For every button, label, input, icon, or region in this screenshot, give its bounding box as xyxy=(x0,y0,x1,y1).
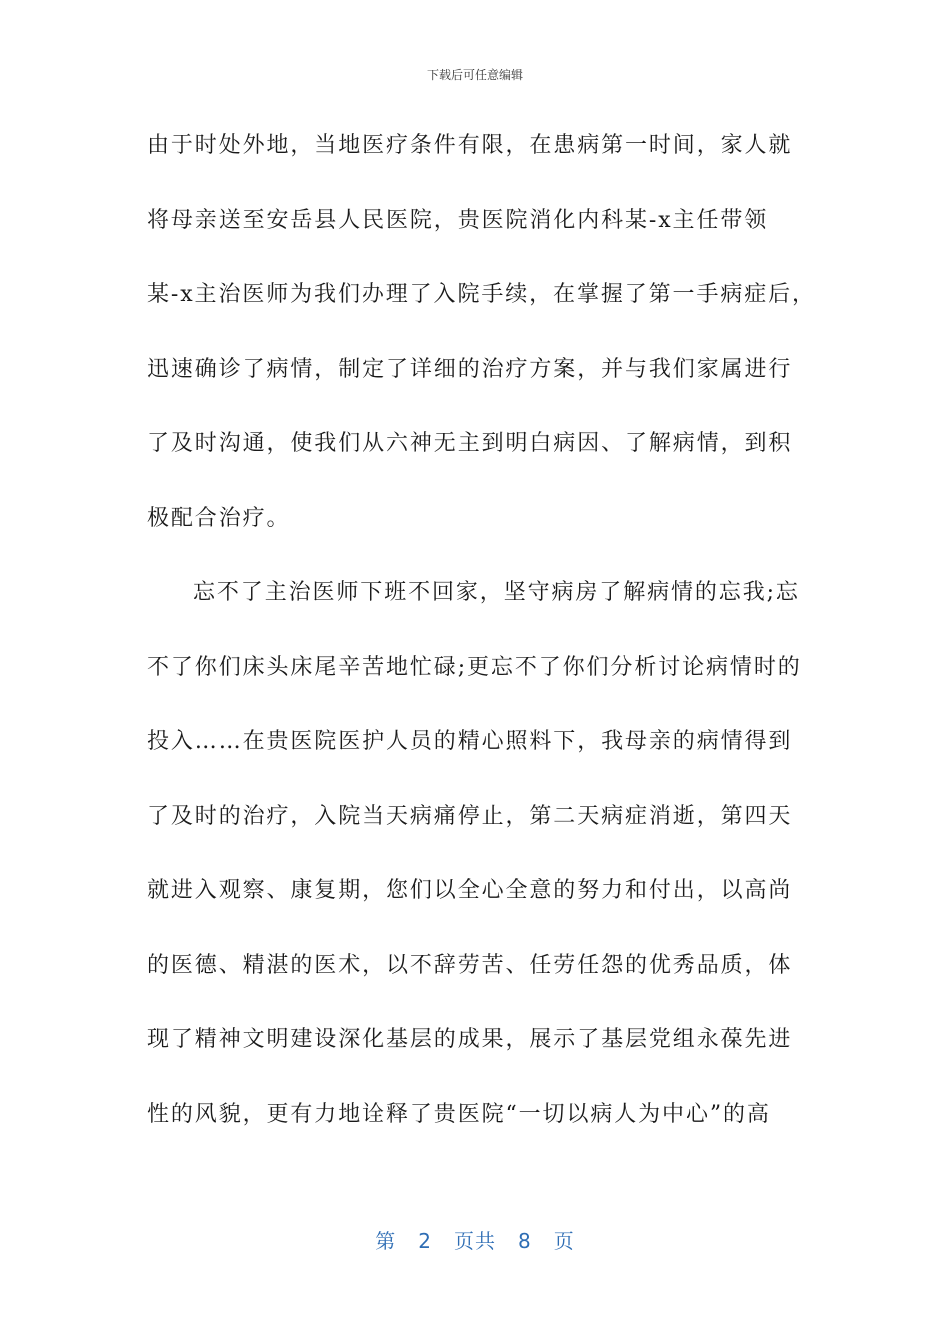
text-line: 极配合治疗。 xyxy=(147,505,291,531)
page-header-note: 下载后可任意编辑 xyxy=(426,68,523,82)
text-line: 将母亲送至安岳县人民医院，贵医院消化内科某-x主任带领 xyxy=(147,207,769,233)
text-line: 由于时处外地，当地医疗条件有限，在患病第一时间，家人就 xyxy=(147,133,793,158)
footer-total-pages: 8 xyxy=(518,1229,532,1253)
text-line: 了及时的治疗，入院当天病痛停止，第二天病症消逝，第四天 xyxy=(147,803,793,829)
footer-current-page: 2 xyxy=(418,1229,432,1253)
text-line: 某-x主治医师为我们办理了入院手续，在掌握了第一手病症后， xyxy=(147,282,816,307)
text-line: 投入……在贵医院医护人员的精心照料下，我母亲的病情得到 xyxy=(147,729,793,754)
text-line: 性的风貌，更有力地诠释了贵医院“一切以病人为中心”的高 xyxy=(147,1101,771,1127)
text-line: 的医德、精湛的医术，以不辞劳苦、任劳任怨的优秀品质，体 xyxy=(147,952,793,978)
footer-suffix: 页 xyxy=(553,1229,575,1253)
text-line: 了及时沟通，使我们从六神无主到明白病因、了解病情，到积 xyxy=(147,431,793,456)
paragraph-start-line: 忘不了主治医师下班不回家，坚守病房了解病情的忘我;忘 xyxy=(193,580,800,605)
footer-middle: 页共 xyxy=(454,1229,496,1253)
text-line: 就进入观察、康复期，您们以全心全意的努力和付出，以高尚 xyxy=(147,878,793,903)
document-body xyxy=(147,128,827,1171)
page-number-footer xyxy=(0,1225,950,1254)
footer-prefix: 第 xyxy=(375,1229,397,1253)
text-line: 不了你们床头床尾辛苦地忙碌;更忘不了你们分析讨论病情时的 xyxy=(147,654,802,680)
text-line: 现了精神文明建设深化基层的成果，展示了基层党组永葆先进 xyxy=(147,1027,793,1052)
text-line: 迅速确诊了病情，制定了详细的治疗方案，并与我们家属进行 xyxy=(147,356,793,382)
